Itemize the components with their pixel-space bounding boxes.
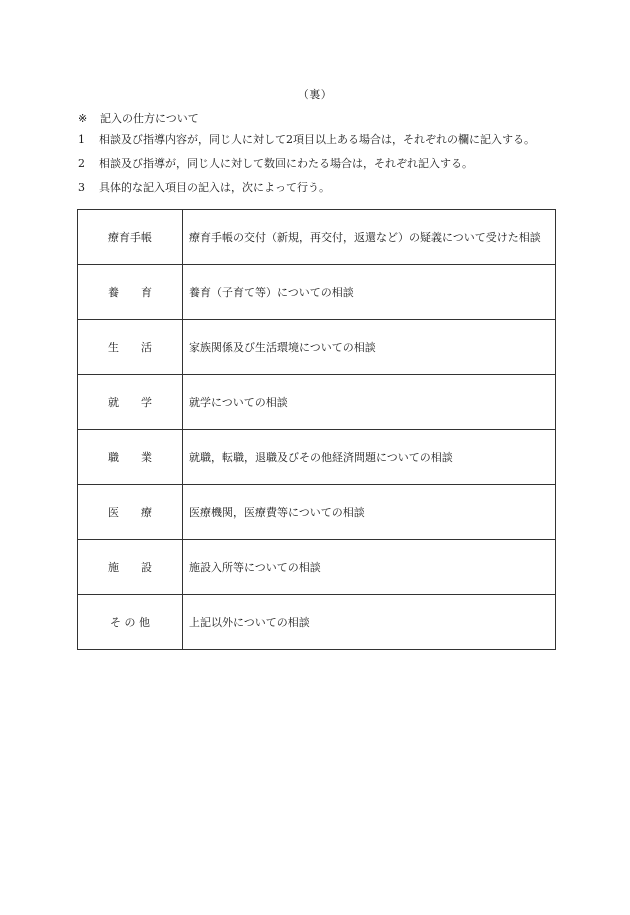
instruction-item [78,157,558,181]
instruction-text: 具体的な記入項目の記入は，次によって行う。 [99,181,330,194]
section-heading [78,110,199,126]
category-description: 就職，転職，退職及びその他経済問題についての相談 [183,430,556,485]
table-row [78,540,556,595]
instruction-number: 3 [78,181,85,194]
category-name: 療育手帳 [78,210,183,265]
category-description: 養育（子育て等）についての相談 [183,265,556,320]
category-description: 就学についての相談 [183,375,556,430]
table-row [78,375,556,430]
table-row [78,595,556,650]
category-description: 施設入所等についての相談 [183,540,556,595]
category-name: 養 育 [78,265,183,320]
category-table [77,209,556,650]
instruction-item [78,181,558,205]
table-row [78,265,556,320]
category-name: 生 活 [78,320,183,375]
table-row [78,430,556,485]
category-description: 療育手帳の交付（新規，再交付，返還など）の疑義について受けた相談 [183,210,556,265]
section-heading-text: 記入の仕方について [100,112,199,125]
category-name: 医 療 [78,485,183,540]
category-description: 家族関係及び生活環境についての相談 [183,320,556,375]
category-description: 医療機関，医療費等についての相談 [183,485,556,540]
category-name: そ の 他 [78,595,183,650]
category-name: 施 設 [78,540,183,595]
reference-mark: ※ [78,112,88,125]
instruction-item [78,133,558,157]
category-description: 上記以外についての相談 [183,595,556,650]
table-row [78,320,556,375]
instruction-number: 2 [78,157,85,170]
instruction-list [78,133,558,205]
category-name: 就 学 [78,375,183,430]
table-row [78,485,556,540]
category-name: 職 業 [78,430,183,485]
instruction-number: 1 [78,133,85,146]
page-label: （裏） [297,88,333,101]
instruction-text: 相談及び指導内容が，同じ人に対して2項目以上ある場合は，それぞれの欄に記入する。 [99,133,535,146]
table-row [78,210,556,265]
instruction-text: 相談及び指導が，同じ人に対して数回にわたる場合は，それぞれ記入する。 [99,157,473,170]
